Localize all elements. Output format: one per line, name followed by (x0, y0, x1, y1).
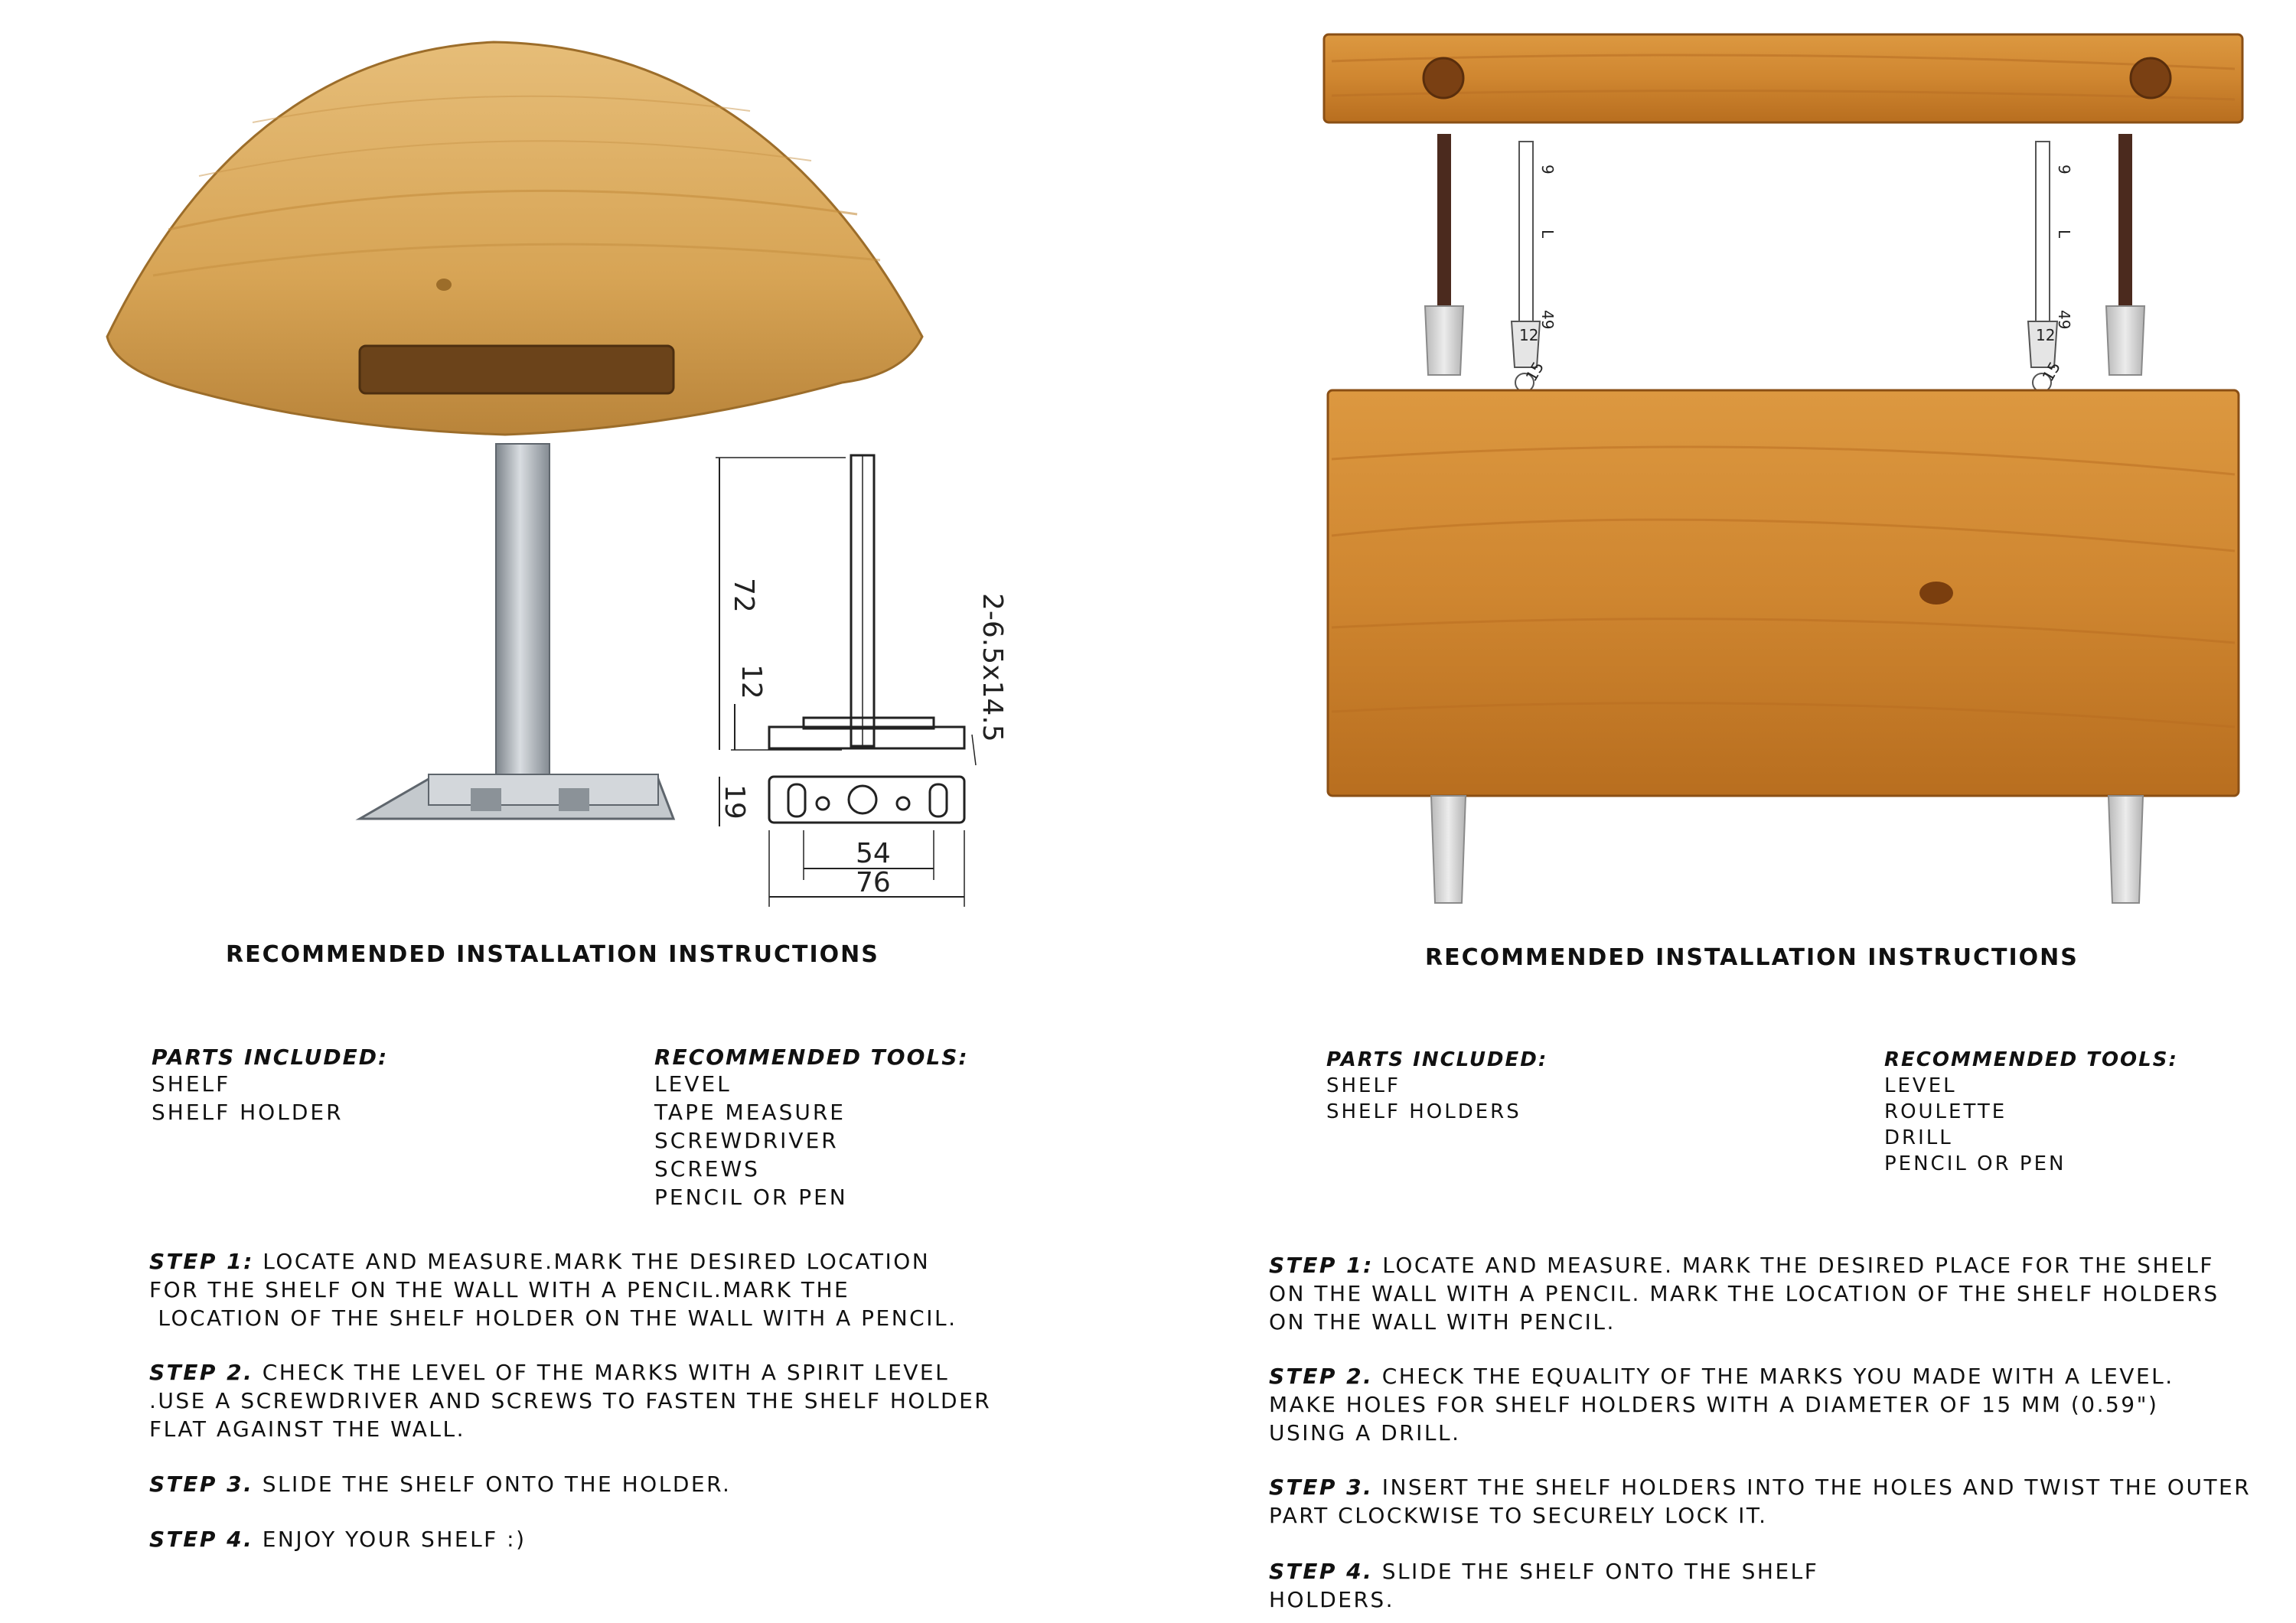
step-text: PART CLOCKWISE TO SECURELY LOCK IT. (1269, 1503, 1768, 1528)
left-tool-item: LEVEL (654, 1071, 732, 1097)
dim-76: 76 (856, 867, 891, 898)
right-step-3 (1269, 1473, 2279, 1530)
right-step-4 (1269, 1557, 2279, 1614)
dim-12-left: 12 (1519, 326, 1539, 344)
step-text: LOCATE AND MEASURE.MARK THE DESIRED LOCATION (263, 1249, 931, 1274)
screw-anchor-left (1425, 134, 1463, 375)
step-text: LOCATION OF THE SHELF HOLDER ON THE WALL WITH A PENCIL. (149, 1305, 957, 1331)
shelf-holder-image (360, 444, 673, 819)
left-step-2 (149, 1358, 1114, 1443)
step-text: CHECK THE LEVEL OF THE MARKS WITH A SPIRIT LEVEL (262, 1360, 950, 1385)
left-tools-title: RECOMMENDED TOOLS: (654, 1045, 969, 1070)
step-label: STEP 2. (149, 1360, 254, 1385)
right-tool-item: ROULETTE (1884, 1100, 2007, 1123)
step-text: LOCATE AND MEASURE. MARK THE DESIRED PLACE FOR THE SHELF (1382, 1253, 2214, 1278)
left-step-4 (149, 1525, 1114, 1553)
left-parts-title: PARTS INCLUDED: (152, 1045, 389, 1070)
dim-9-right: 9 (2055, 165, 2073, 174)
right-part-item: SHELF (1326, 1074, 1401, 1097)
left-illustration (0, 0, 1117, 918)
step-label: STEP 1: (149, 1249, 254, 1274)
left-step-1 (149, 1247, 1114, 1332)
screw-anchor-right (2106, 134, 2144, 375)
left-tool-item: SCREWS (654, 1156, 760, 1181)
anchor-below-left (1431, 796, 1466, 903)
step-text: HOLDERS. (1269, 1587, 1395, 1612)
right-tool-item: PENCIL OR PEN (1884, 1152, 2066, 1175)
left-part-item: SHELF (152, 1071, 231, 1097)
left-tool-item: PENCIL OR PEN (654, 1185, 848, 1210)
step-text: USING A DRILL. (1269, 1420, 1461, 1445)
right-step-2 (1269, 1362, 2279, 1447)
step-text: FOR THE SHELF ON THE WALL WITH A PENCIL.MARK THE (149, 1277, 850, 1302)
step-text: SLIDE THE SHELF ONTO THE SHELF (1381, 1559, 1819, 1584)
dim-72: 72 (728, 578, 759, 613)
step-label: STEP 2. (1269, 1364, 1374, 1389)
step-text: .USE A SCREWDRIVER AND SCREWS TO FASTEN THE SHELF HOLDER (149, 1388, 992, 1413)
right-part-item: SHELF HOLDERS (1326, 1100, 1521, 1123)
dim-9-left: 9 (1538, 165, 1557, 174)
dim-screws: 2-6.5x14.5 (977, 593, 1008, 742)
step-text: SLIDE THE SHELF ONTO THE HOLDER. (262, 1471, 732, 1497)
step-text: INSERT THE SHELF HOLDERS INTO THE HOLES AND TWIST THE OUTER (1381, 1475, 2252, 1500)
dim-15-right: 15 (2038, 358, 2065, 385)
right-tools-title: RECOMMENDED TOOLS: (1884, 1048, 2178, 1071)
left-step-3 (149, 1470, 1114, 1498)
step-text: ENJOY YOUR SHELF :) (262, 1527, 527, 1552)
dim-l-left: L (1538, 230, 1557, 239)
step-text: CHECK THE EQUALITY OF THE MARKS YOU MADE WITH A LEVEL. (1381, 1364, 2174, 1389)
step-text: ON THE WALL WITH A PENCIL. MARK THE LOCATION OF THE SHELF HOLDERS (1269, 1281, 2219, 1306)
dim-49-left: 49 (1538, 310, 1557, 330)
dim-19: 19 (719, 784, 750, 820)
step-text: ON THE WALL WITH PENCIL. (1269, 1309, 1616, 1335)
right-parts-section (1326, 1047, 1548, 1125)
right-tools-section (1884, 1047, 2178, 1177)
step-text: MAKE HOLES FOR SHELF HOLDERS WITH A DIAMETER OF 15 MM (0.59") (1269, 1392, 2159, 1417)
left-part-item: SHELF HOLDER (152, 1100, 344, 1125)
step-label: STEP 4. (149, 1527, 254, 1552)
dim-l-right: L (2055, 230, 2073, 239)
right-illustration (1301, 0, 2296, 926)
left-parts-section (152, 1045, 388, 1126)
step-label: STEP 3. (149, 1471, 254, 1497)
right-heading: RECOMMENDED INSTALLATION INSTRUCTIONS (1425, 944, 2079, 971)
drill-hole-right (2131, 58, 2170, 98)
step-label: STEP 1: (1269, 1253, 1374, 1278)
right-tool-item: LEVEL (1884, 1074, 1957, 1097)
right-tool-item: DRILL (1884, 1126, 1953, 1149)
dim-54: 54 (856, 838, 891, 869)
dim-49-right: 49 (2055, 310, 2073, 330)
shelf-board-image (1328, 390, 2239, 796)
right-step-1 (1269, 1251, 2279, 1336)
anchor-below-right (2108, 796, 2143, 903)
left-tool-item: SCREWDRIVER (654, 1128, 839, 1153)
left-tools-section (654, 1045, 969, 1211)
left-heading: RECOMMENDED INSTALLATION INSTRUCTIONS (226, 941, 879, 968)
dim-15-left: 15 (1521, 358, 1548, 385)
anchor-diagram-left (1512, 142, 1540, 392)
anchor-diagram-right (2028, 142, 2057, 392)
step-label: STEP 3. (1269, 1475, 1374, 1500)
drill-hole-left (1424, 58, 1463, 98)
step-text: FLAT AGAINST THE WALL. (149, 1416, 465, 1442)
step-label: STEP 4. (1269, 1559, 1374, 1584)
left-tool-item: TAPE MEASURE (654, 1100, 846, 1125)
mounting-slot (360, 346, 673, 393)
dim-12-right: 12 (2036, 326, 2056, 344)
dim-12: 12 (735, 664, 767, 699)
shelf-back-edge-image (1324, 34, 2242, 122)
right-parts-title: PARTS INCLUDED: (1326, 1048, 1548, 1071)
half-round-shelf-image (107, 42, 922, 435)
